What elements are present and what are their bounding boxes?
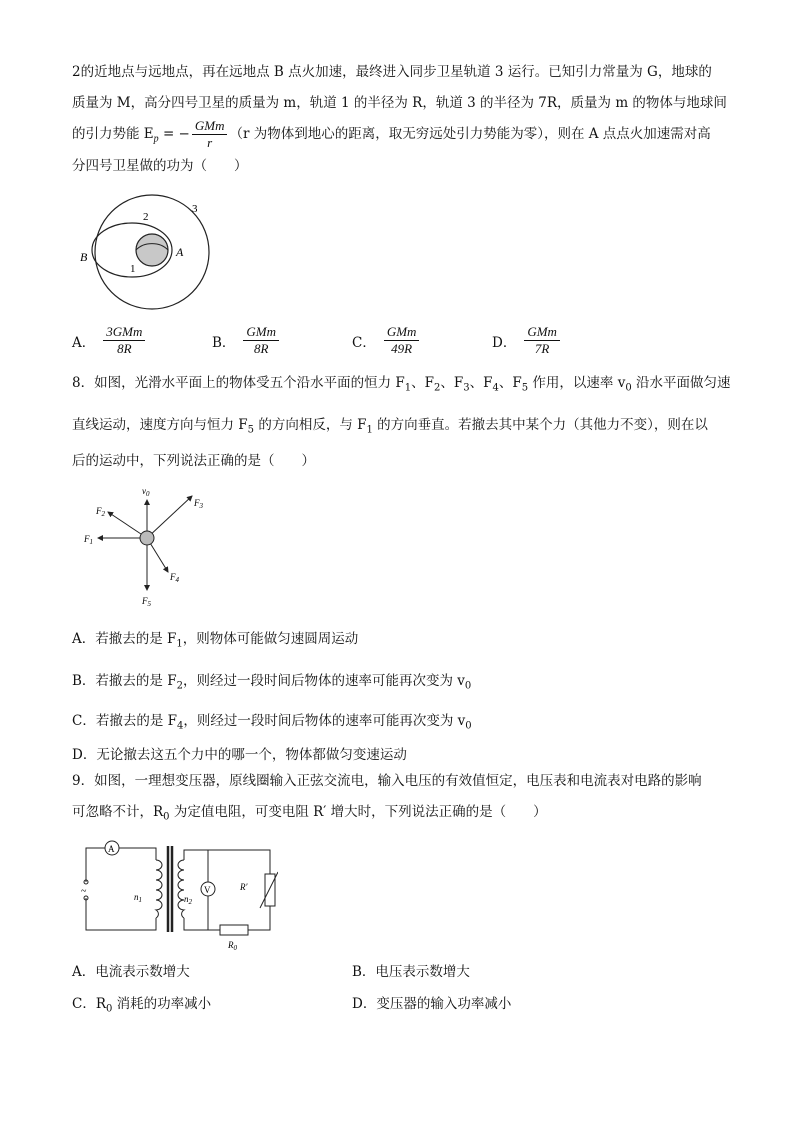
point-b-label: B <box>80 250 88 264</box>
f4-label: $F_4$ <box>170 572 179 584</box>
f1-label: $F_1$ <box>84 534 93 546</box>
q8-option-a[interactable]: A．若撤去的是 $F_1$，则物体可能做匀速圆周运动 <box>72 631 359 650</box>
orbit-diagram <box>72 192 222 312</box>
orbit-1-label: 1 <box>130 263 136 275</box>
f3-arrow <box>147 496 192 538</box>
point-a-label: A <box>176 245 184 259</box>
q7-option-a[interactable]: A． $\frac{\text{3GMm}}{8R}$ <box>72 324 147 357</box>
r-prime-label: R′ <box>240 882 248 892</box>
q8-option-c[interactable]: C．若撤去的是 $F_4$，则经过一段时间后物体的速率可能再次变为 $v_0$ <box>72 713 472 732</box>
ac-source-symbol: ~ <box>81 886 87 897</box>
q7-line2: 质量为 M，高分四号卫星的质量为 m，轨道 1 的半径为 R，轨道 3 的半径为 7R，质量为 m 的物体与地球间 <box>72 95 727 111</box>
object-circle <box>140 531 154 545</box>
n2-label: $n_2$ <box>184 894 192 906</box>
q7-option-c[interactable]: C． $\frac{\text{GMm}}{49R}$ <box>352 324 421 357</box>
f2-label: $F_2$ <box>96 506 105 518</box>
transformer-circuit <box>78 838 278 950</box>
orbit-2-label: 2 <box>143 211 149 223</box>
q8-line3: 后的运动中，下列说法正确的是（ ） <box>72 453 315 469</box>
q9-option-d[interactable]: D．变压器的输入功率减小 <box>352 996 512 1012</box>
q8-option-d[interactable]: D．无论撤去这五个力中的哪一个，物体都做匀变速运动 <box>72 747 407 763</box>
secondary-coil <box>178 860 184 918</box>
primary-coil <box>156 860 162 918</box>
q7-line3: 的引力势能 $E_p$ = − $\frac{\text{GMm}}{r}$ （r 为物体到地心的距离，取无穷远处引力势能为零），则在 A 点点火加速需对高 <box>72 118 711 150</box>
v0-label: $v_0$ <box>142 486 150 498</box>
force-diagram <box>80 482 220 610</box>
orbit-3-label: 3 <box>192 203 198 215</box>
q7-line1: 2的近地点与远地点，再在远地点 B 点火加速，最终进入同步卫星轨道 3 运行。已知引力常量为 G，地球的 <box>72 64 712 80</box>
ammeter-label: A <box>108 844 115 854</box>
f3-label: $F_3$ <box>194 498 203 510</box>
q9-line1: 9．如图，一理想变压器，原线圈输入正弦交流电，输入电压的有效值恒定，电压表和电流表对电路的影响 <box>72 773 702 789</box>
variable-resistor <box>265 874 275 906</box>
q8-line1: 8．如图，光滑水平面上的物体受五个沿水平面的恒力 $F_1$、$F_2$、$F_3$、$F_4$、$F_5$ 作用，以速率 $v_0$ 沿水平面做匀速 <box>72 375 731 394</box>
q9-option-b[interactable]: B．电压表示数增大 <box>352 964 470 980</box>
q9-option-c[interactable]: C．$R_0$ 消耗的功率减小 <box>72 996 212 1015</box>
q7-option-d[interactable]: D． $\frac{\text{GMm}}{7R}$ <box>492 324 562 357</box>
q8-line2: 直线运动，速度方向与恒力 $F_5$ 的方向相反，与 $F_1$ 的方向垂直。若撤去其中某个力（其他力不变），则在以 <box>72 417 708 436</box>
q7-line4: 分四号卫星做的功为（ ） <box>72 158 248 174</box>
voltmeter-label: V <box>204 885 211 895</box>
potential-energy-fraction: $\frac{\text{GMm}}{r}$ <box>192 118 228 151</box>
r0-resistor <box>220 925 248 935</box>
q8-option-b[interactable]: B．若撤去的是 $F_2$，则经过一段时间后物体的速率可能再次变为 $v_0$ <box>72 673 472 692</box>
q7-option-b[interactable]: B． $\frac{\text{GMm}}{8R}$ <box>212 324 281 357</box>
q9-line2: 可忽略不计，$R_0$ 为定值电阻，可变电阻 R′ 增大时，下列说法正确的是（ ） <box>72 804 547 823</box>
n1-label: $n_1$ <box>134 892 142 904</box>
r0-label: $R_0$ <box>228 940 237 950</box>
f5-label: $F_5$ <box>142 596 151 608</box>
earth-circle <box>136 234 168 266</box>
q9-option-a[interactable]: A．电流表示数增大 <box>72 964 190 980</box>
